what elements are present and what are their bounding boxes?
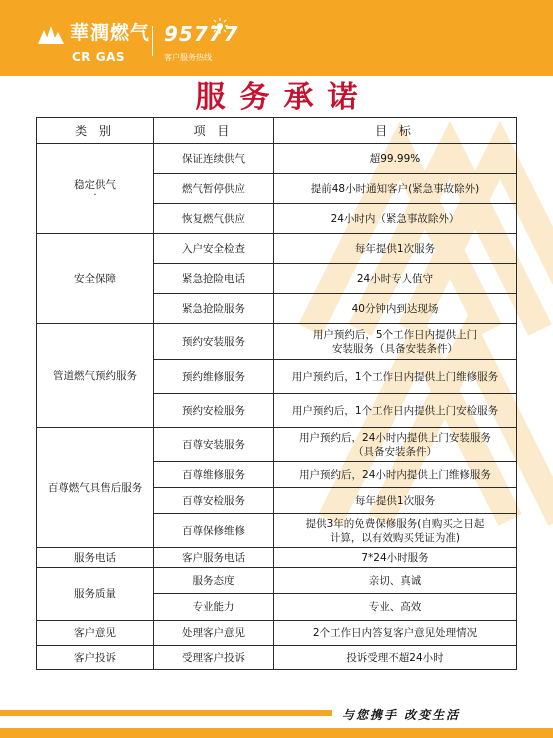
target-line-1: 提供3年的免费保修服务(自购买之日起 — [305, 517, 485, 530]
item-cell: 紧急抢险服务 — [154, 294, 274, 324]
item-cell: 专业能力 — [154, 594, 274, 621]
table-header-row — [37, 118, 517, 144]
target-cell: 7*24小时服务 — [274, 548, 517, 568]
hotline-label: 客户服务热线 — [164, 53, 212, 62]
target-line-2: 计算，以有效购买凭证为准) — [329, 531, 461, 544]
target-cell: 投诉受理不超24小时 — [274, 646, 517, 670]
item-cell: 百尊保修维修 — [154, 514, 274, 548]
item-cell: 受理客户投诉 — [154, 646, 274, 670]
target-cell: 专业、高效 — [274, 594, 517, 621]
brand-logo — [38, 22, 150, 44]
category-cell: 客户意见 — [37, 621, 154, 646]
header-divider — [152, 26, 153, 56]
service-commitment-table — [36, 117, 517, 670]
table-row — [37, 144, 517, 174]
footer-bottom-band — [0, 728, 553, 738]
item-cell: 预约安检服务 — [154, 394, 274, 428]
item-cell: 处理客户意见 — [154, 621, 274, 646]
item-cell: 百尊维修服务 — [154, 462, 274, 488]
category-label: 稳定供气 — [74, 178, 116, 191]
item-cell: 保证连续供气 — [154, 144, 274, 174]
target-cell: 超99.99% — [274, 144, 517, 174]
target-cell — [274, 428, 517, 462]
target-cell: 2个工作日内答复客户意见处理情况 — [274, 621, 517, 646]
target-cell: 每年提供1次服务 — [274, 234, 517, 264]
target-line-2: 安装服务（具备安装条件） — [332, 342, 458, 355]
target-cell: 40分钟内到达现场 — [274, 294, 517, 324]
target-cell: 用户预约后，1个工作日内提供上门安检服务 — [274, 394, 517, 428]
target-cell: 提前48小时通知客户(紧急事故除外) — [274, 174, 517, 204]
footer-accent-bar — [0, 710, 332, 716]
column-header-item: 项 目 — [154, 118, 274, 144]
table-row — [37, 548, 517, 568]
table-row — [37, 568, 517, 594]
target-line-2: （具备安装条件） — [353, 445, 437, 458]
item-cell: 燃气暂停供应 — [154, 174, 274, 204]
brand-name-cn: 華潤燃气 — [70, 22, 151, 44]
item-cell: 预约维修服务 — [154, 360, 274, 394]
category-cell: 服务电话 — [37, 548, 154, 568]
category-cell: 客户投诉 — [37, 646, 154, 670]
item-cell: 服务态度 — [154, 568, 274, 594]
category-cell — [37, 144, 154, 234]
target-cell: 24小时内（紧急事故除外） — [274, 204, 517, 234]
table-row — [37, 621, 517, 646]
target-cell: 每年提供1次服务 — [274, 488, 517, 514]
table-row — [37, 324, 517, 360]
target-line-1: 用户预约后，5个工作日内提供上门 — [312, 328, 478, 341]
category-cell: 管道燃气预约服务 — [37, 324, 154, 428]
table-row — [37, 428, 517, 462]
item-cell: 紧急抢险电话 — [154, 264, 274, 294]
target-cell: 用户预约后，24小时内提供上门维修服务 — [274, 462, 517, 488]
table-row — [37, 234, 517, 264]
hotline-number: 95777 — [164, 22, 239, 46]
category-note: · — [93, 189, 97, 201]
item-cell: 百尊安装服务 — [154, 428, 274, 462]
category-cell: 安全保障 — [37, 234, 154, 324]
item-cell: 恢复燃气供应 — [154, 204, 274, 234]
item-cell: 客户服务电话 — [154, 548, 274, 568]
footer-slogan: 与您携手 改变生活 — [342, 708, 461, 722]
category-cell: 百尊燃气具售后服务 — [37, 428, 154, 548]
target-cell — [274, 514, 517, 548]
table-row — [37, 646, 517, 670]
item-cell: 入户安全检查 — [154, 234, 274, 264]
column-header-category: 类 别 — [37, 118, 154, 144]
cr-logo-icon — [38, 22, 64, 44]
target-line-1: 用户预约后，24小时内提供上门安装服务 — [299, 431, 491, 444]
item-cell: 百尊安检服务 — [154, 488, 274, 514]
brand-name-en: CR GAS — [72, 50, 126, 64]
target-cell: 24小时专人值守 — [274, 264, 517, 294]
target-cell: 亲切、真诚 — [274, 568, 517, 594]
item-cell: 预约安装服务 — [154, 324, 274, 360]
target-cell — [274, 324, 517, 360]
page-title: 服务承诺 — [195, 80, 372, 115]
column-header-target: 目 标 — [274, 118, 517, 144]
category-cell: 服务质量 — [37, 568, 154, 621]
target-cell: 用户预约后，1个工作日内提供上门维修服务 — [274, 360, 517, 394]
